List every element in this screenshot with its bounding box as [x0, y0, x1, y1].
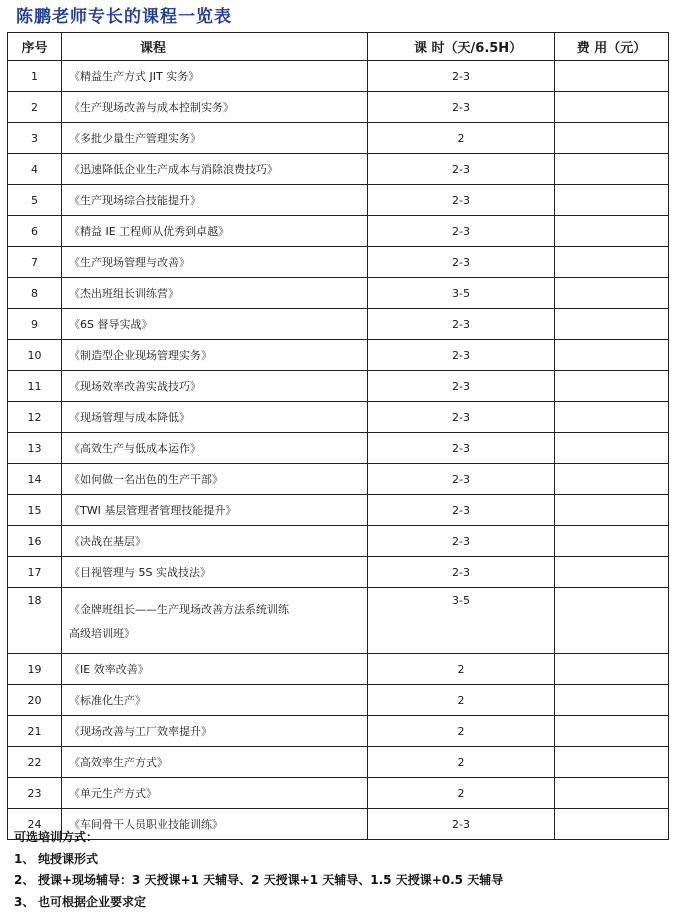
course-name: 《6S 督导实战》: [62, 309, 368, 340]
course-hours: 2-3: [368, 340, 555, 371]
table-row: [8, 216, 669, 247]
row-number: 24: [8, 809, 62, 840]
course-name: 《单元生产方式》: [62, 778, 368, 809]
course-name: 《制造型企业现场管理实务》: [62, 340, 368, 371]
row-number: 8: [8, 278, 62, 309]
course-name-line: 高级培训班》: [69, 626, 135, 640]
header-hours: 课 时（天/6.5H）: [368, 33, 555, 61]
course-hours: 2-3: [368, 495, 555, 526]
row-number: 10: [8, 340, 62, 371]
table-row: [8, 433, 669, 464]
course-fee: [555, 654, 669, 685]
row-number: 5: [8, 185, 62, 216]
course-name: 《目视管理与 5S 实战技法》: [62, 557, 368, 588]
course-hours: 2-3: [368, 309, 555, 340]
table-row: [8, 526, 669, 557]
table-row: [8, 716, 669, 747]
table-row: [8, 61, 669, 92]
course-name: 《高效率生产方式》: [62, 747, 368, 778]
row-number: 6: [8, 216, 62, 247]
notes-item-number: 1、: [14, 851, 35, 866]
row-number: 12: [8, 402, 62, 433]
row-number: 16: [8, 526, 62, 557]
course-hours: 2-3: [368, 433, 555, 464]
course-fee: [555, 778, 669, 809]
course-hours: 2-3: [368, 247, 555, 278]
course-fee: [555, 495, 669, 526]
course-hours: 3-5: [368, 278, 555, 309]
table-row: [8, 464, 669, 495]
table-row: [8, 371, 669, 402]
table-row: [8, 309, 669, 340]
table-row: [8, 747, 669, 778]
course-hours: 2-3: [368, 61, 555, 92]
header-fee: 费 用（元）: [555, 33, 669, 61]
course-name: 《精益 IE 工程师从优秀到卓越》: [62, 216, 368, 247]
course-hours: 2: [368, 123, 555, 154]
notes-item: [14, 892, 503, 914]
course-name: 《现场效率改善实战技巧》: [62, 371, 368, 402]
course-fee: [555, 123, 669, 154]
row-number: 22: [8, 747, 62, 778]
course-hours: 2-3: [368, 92, 555, 123]
course-name: 《杰出班组长训练营》: [62, 278, 368, 309]
course-fee: [555, 685, 669, 716]
row-number: 18: [8, 588, 62, 654]
course-name: 《精益生产方式 JIT 实务》: [62, 61, 368, 92]
course-hours: 2: [368, 747, 555, 778]
course-name: 《高效生产与低成本运作》: [62, 433, 368, 464]
table-row: [8, 92, 669, 123]
table-row: [8, 402, 669, 433]
course-table: [7, 32, 669, 840]
table-row: [8, 340, 669, 371]
header-course: 课程: [62, 33, 368, 61]
course-fee: [555, 92, 669, 123]
course-hours: 3-5: [368, 588, 555, 654]
table-header-row: [8, 33, 669, 61]
header-no: 序号: [8, 33, 62, 61]
row-number: 21: [8, 716, 62, 747]
course-hours: 2-3: [368, 557, 555, 588]
row-number: 13: [8, 433, 62, 464]
table-row: [8, 495, 669, 526]
course-name: [62, 588, 368, 654]
row-number: 9: [8, 309, 62, 340]
training-options: [14, 827, 503, 913]
table-row: [8, 557, 669, 588]
course-fee: [555, 716, 669, 747]
course-fee: [555, 464, 669, 495]
table-row: [8, 154, 669, 185]
course-hours: 2: [368, 654, 555, 685]
course-name: 《生产现场综合技能提升》: [62, 185, 368, 216]
table-row: [8, 185, 669, 216]
notes-item: [14, 870, 503, 892]
course-name: 《IE 效率改善》: [62, 654, 368, 685]
course-fee: [555, 809, 669, 840]
course-name: 《如何做一名出色的生产干部》: [62, 464, 368, 495]
course-hours: 2-3: [368, 154, 555, 185]
row-number: 15: [8, 495, 62, 526]
table-row: [8, 685, 669, 716]
course-hours: 2: [368, 716, 555, 747]
row-number: 23: [8, 778, 62, 809]
course-hours: 2-3: [368, 371, 555, 402]
course-hours: 2: [368, 778, 555, 809]
course-hours: 2-3: [368, 185, 555, 216]
course-fee: [555, 747, 669, 778]
row-number: 4: [8, 154, 62, 185]
course-fee: [555, 154, 669, 185]
course-fee: [555, 371, 669, 402]
row-number: 2: [8, 92, 62, 123]
course-name: 《现场管理与成本降低》: [62, 402, 368, 433]
course-hours: 2-3: [368, 809, 555, 840]
row-number: 20: [8, 685, 62, 716]
row-number: 14: [8, 464, 62, 495]
notes-item-text: 纯授课形式: [38, 851, 99, 866]
course-hours: 2: [368, 685, 555, 716]
course-hours: 2-3: [368, 526, 555, 557]
course-fee: [555, 588, 669, 654]
course-name: 《生产现场管理与改善》: [62, 247, 368, 278]
course-fee: [555, 247, 669, 278]
course-hours: 2-3: [368, 402, 555, 433]
course-fee: [555, 340, 669, 371]
course-name: 《多批少量生产管理实务》: [62, 123, 368, 154]
course-fee: [555, 278, 669, 309]
table-row: [8, 123, 669, 154]
table-row: [8, 247, 669, 278]
course-name: 《标准化生产》: [62, 685, 368, 716]
notes-item-text: 授课+现场辅导：3 天授课+1 天辅导、2 天授课+1 天辅导、1.5 天授课+0.5 天辅导: [38, 873, 504, 887]
course-name: 《车间骨干人员职业技能训练》: [62, 809, 368, 840]
row-number: 17: [8, 557, 62, 588]
course-hours: 2-3: [368, 464, 555, 495]
row-number: 1: [8, 61, 62, 92]
course-fee: [555, 61, 669, 92]
table-row: [8, 778, 669, 809]
notes-heading: 可选培训方式：: [14, 830, 99, 844]
notes-item: [14, 849, 503, 871]
notes-item-number: 3、: [14, 894, 35, 909]
row-number: 7: [8, 247, 62, 278]
course-fee: [555, 309, 669, 340]
course-name: 《决战在基层》: [62, 526, 368, 557]
course-name-line: 《金牌班组长——生产现场改善方法系统训练: [69, 602, 289, 616]
course-name: 《生产现场改善与成本控制实务》: [62, 92, 368, 123]
notes-item-text: 也可根据企业要求定: [38, 894, 147, 909]
course-hours: 2-3: [368, 216, 555, 247]
row-number: 11: [8, 371, 62, 402]
course-fee: [555, 526, 669, 557]
page-title: 陈鹏老师专长的课程一览表: [16, 7, 232, 27]
course-fee: [555, 433, 669, 464]
table-row: [8, 278, 669, 309]
table-body: [8, 61, 669, 840]
table-row: [8, 654, 669, 685]
course-fee: [555, 216, 669, 247]
table-row: [8, 588, 669, 654]
row-number: 3: [8, 123, 62, 154]
course-fee: [555, 402, 669, 433]
course-fee: [555, 185, 669, 216]
course-name: 《TWI 基层管理者管理技能提升》: [62, 495, 368, 526]
course-name: 《现场改善与工厂效率提升》: [62, 716, 368, 747]
notes-item-number: 2、: [14, 873, 35, 887]
course-name: 《迅速降低企业生产成本与消除浪费技巧》: [62, 154, 368, 185]
course-fee: [555, 557, 669, 588]
row-number: 19: [8, 654, 62, 685]
